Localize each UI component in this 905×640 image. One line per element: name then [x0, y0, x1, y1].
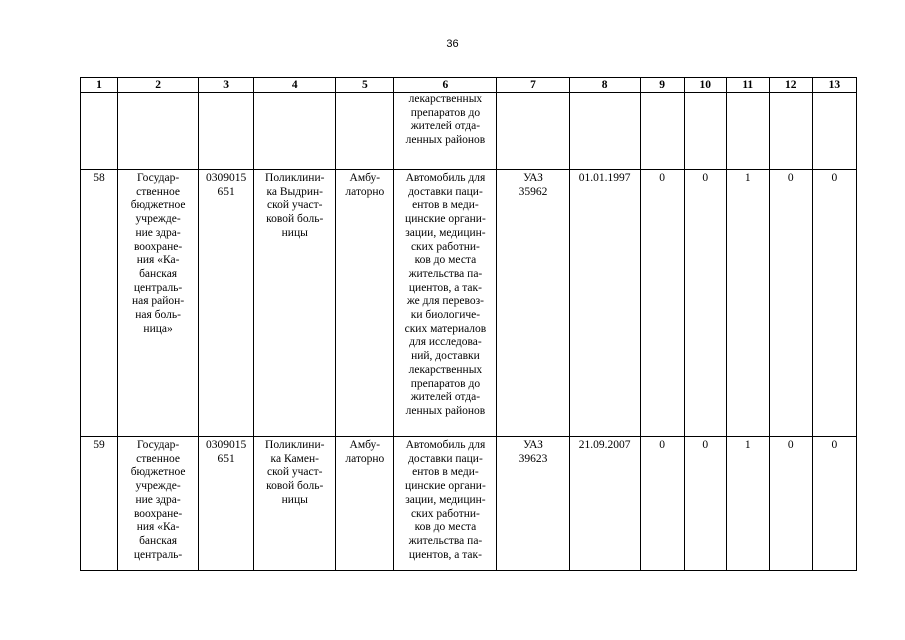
table-cell — [684, 93, 726, 170]
table-cell — [497, 93, 569, 170]
table-cell — [726, 93, 769, 170]
row-number-cell: 58 — [81, 170, 118, 437]
column-header: 5 — [336, 78, 394, 93]
code-cell: 0309015 651 — [199, 170, 254, 437]
department-cell: Поликлини- ка Выдрин- ской участ- ковой боль- ницы — [254, 170, 336, 437]
continuation-row — [81, 93, 857, 170]
column-header: 10 — [684, 78, 726, 93]
column-header: 7 — [497, 78, 569, 93]
table-cell — [769, 93, 812, 170]
value-cell: 1 — [726, 170, 769, 437]
column-header: 8 — [569, 78, 640, 93]
table-row — [81, 170, 857, 437]
column-header: 12 — [769, 78, 812, 93]
column-header: 4 — [254, 78, 336, 93]
purpose-cell: Автомобиль для доставки паци- ентов в меди- цинские органи- зации, медицин- ских работни- ков до места жительства па- циентов, а так- же для перевоз- ки биологиче- ских материалов для исследова- ний, доставки лекарственных препаратов до жителей отда- ленных районов — [394, 170, 497, 437]
column-header: 11 — [726, 78, 769, 93]
value-cell: 0 — [640, 437, 684, 571]
value-cell: 1 — [726, 437, 769, 571]
care-mode-cell: Амбу- латорно — [336, 437, 394, 571]
column-header: 2 — [118, 78, 199, 93]
purpose-cell: лекарственных препаратов до жителей отда- ленных районов — [394, 93, 497, 170]
value-cell: 0 — [812, 437, 856, 571]
column-header: 1 — [81, 78, 118, 93]
table-cell — [81, 93, 118, 170]
value-cell: 0 — [812, 170, 856, 437]
table-cell — [640, 93, 684, 170]
column-header: 9 — [640, 78, 684, 93]
table-cell — [569, 93, 640, 170]
table-row — [81, 437, 857, 571]
date-cell: 21.09.2007 — [569, 437, 640, 571]
page-number: 36 — [446, 38, 459, 50]
vehicle-register-table — [80, 77, 857, 571]
table-cell — [199, 93, 254, 170]
vehicle-model-cell: УАЗ 39623 — [497, 437, 569, 571]
care-mode-cell: Амбу- латорно — [336, 170, 394, 437]
table-cell — [254, 93, 336, 170]
table-cell — [336, 93, 394, 170]
header-row — [81, 78, 857, 93]
organization-cell: Государ- ственное бюджетное учрежде- ние здра- воохране- ния «Ка- банская централь- ная район- ная боль- ница» — [118, 170, 199, 437]
date-cell: 01.01.1997 — [569, 170, 640, 437]
row-number-cell: 59 — [81, 437, 118, 571]
value-cell: 0 — [769, 170, 812, 437]
value-cell: 0 — [640, 170, 684, 437]
organization-cell: Государ- ственное бюджетное учрежде- ние здра- воохране- ния «Ка- банская централь- — [118, 437, 199, 571]
vehicle-model-cell: УАЗ 35962 — [497, 170, 569, 437]
table-cell — [812, 93, 856, 170]
value-cell: 0 — [769, 437, 812, 571]
code-cell: 0309015 651 — [199, 437, 254, 571]
column-header: 6 — [394, 78, 497, 93]
table-cell — [118, 93, 199, 170]
value-cell: 0 — [684, 437, 726, 571]
department-cell: Поликлини- ка Камен- ской участ- ковой боль- ницы — [254, 437, 336, 571]
column-header: 3 — [199, 78, 254, 93]
value-cell: 0 — [684, 170, 726, 437]
column-header: 13 — [812, 78, 856, 93]
purpose-cell: Автомобиль для доставки паци- ентов в меди- цинские органи- зации, медицин- ских работни- ков до места жительства па- циентов, а так- — [394, 437, 497, 571]
